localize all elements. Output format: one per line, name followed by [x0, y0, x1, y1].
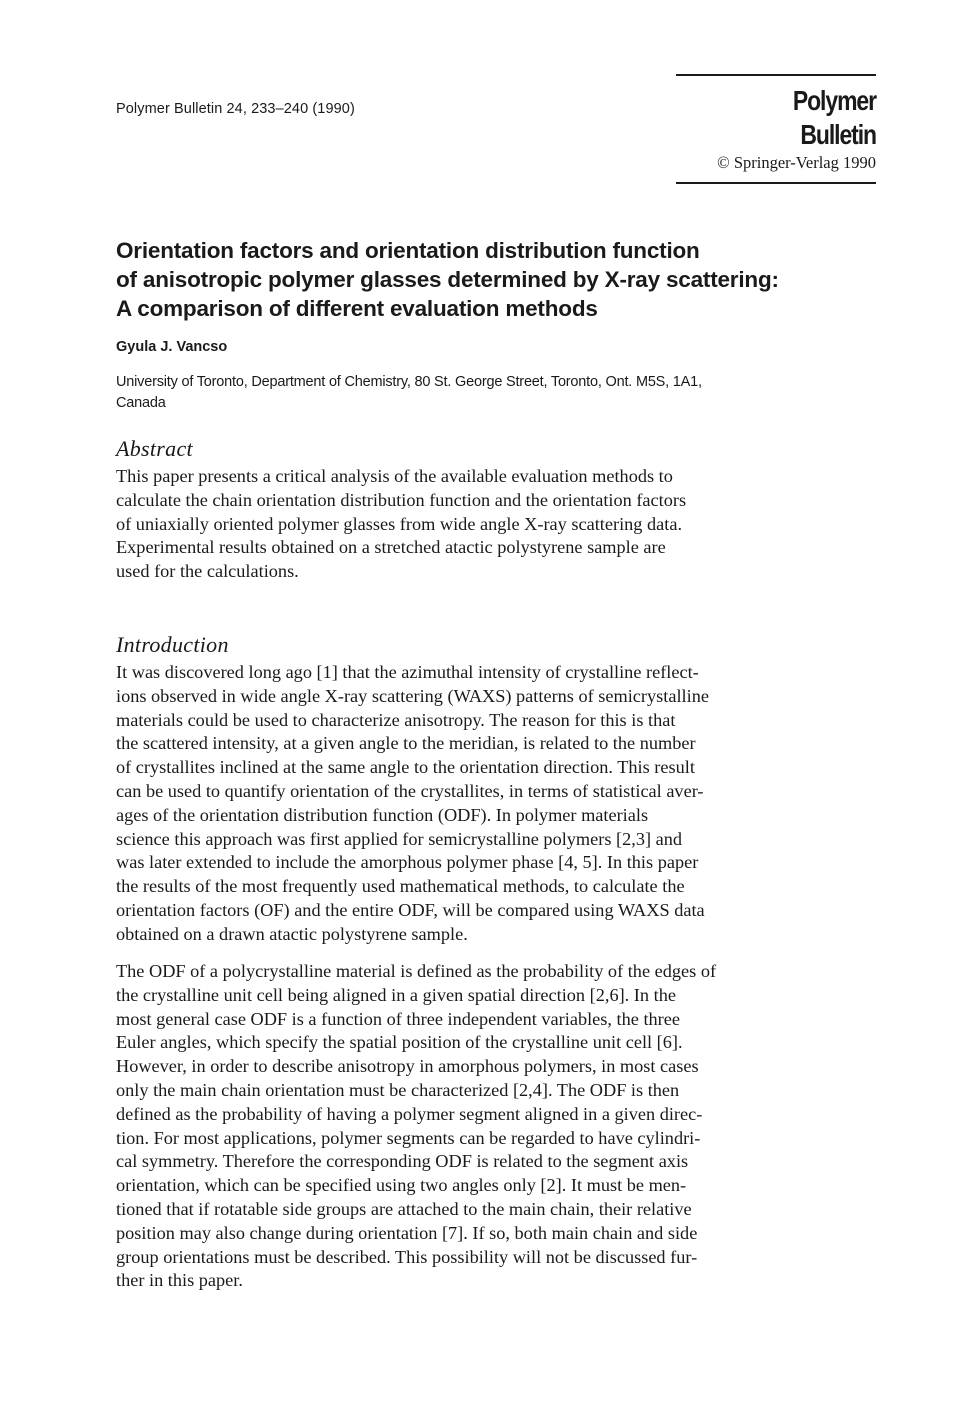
body-line: ages of the orientation distribution function (ODF). In polymer materials — [116, 804, 649, 825]
title-line: of anisotropic polymer glasses determined by X-ray scattering: — [116, 267, 779, 292]
body-line: obtained on a drawn atactic polystyrene sample. — [116, 923, 468, 944]
body-line: position may also change during orientation [7]. If so, both main chain and side — [116, 1222, 698, 1243]
body-line: only the main chain orientation must be characterized [2,4]. The ODF is then — [116, 1079, 680, 1100]
abstract-line: used for the calculations. — [116, 561, 299, 582]
body-line: orientation, which can be specified using two angles only [2]. It must be men- — [116, 1175, 687, 1196]
copyright-notice: © Springer-Verlag 1990 — [717, 153, 876, 172]
body-line: tion. For most applications, polymer segments can be regarded to have cylindri- — [116, 1127, 701, 1148]
title-line: Orientation factors and orientation distribution function — [116, 238, 700, 263]
body-line: cal symmetry. Therefore the corresponding ODF is related to the segment axis — [116, 1151, 689, 1172]
body-line: can be used to quantify orientation of the crystallites, in terms of statistical aver- — [116, 780, 704, 801]
body-line: the scattered intensity, at a given angle to the meridian, is related to the number — [116, 733, 696, 754]
body-line: ions observed in wide angle X-ray scattering (WAXS) patterns of semicrystalline — [116, 685, 709, 706]
body-line: was later extended to include the amorphous polymer phase [4, 5]. In this paper — [116, 852, 699, 873]
body-line: However, in order to describe anisotropy in amorphous polymers, in most cases — [116, 1056, 699, 1077]
journal-reference: Polymer Bulletin 24, 233–240 (1990) — [116, 101, 355, 117]
masthead-bottom-rule — [676, 182, 876, 184]
article-title — [116, 236, 896, 323]
body-line: Euler angles, which specify the spatial position of the crystalline unit cell [6]. — [116, 1032, 683, 1053]
abstract-line: Experimental results obtained on a stretched atactic polystyrene sample are — [116, 537, 666, 558]
body-line: The ODF of a polycrystalline material is defined as the probability of the edges of — [116, 961, 717, 981]
author-affiliation — [116, 372, 876, 414]
affiliation-line: Canada — [116, 395, 166, 411]
body-line: the crystalline unit cell being aligned in a given spatial direction [2,6]. In the — [116, 984, 676, 1005]
affiliation-line: University of Toronto, Department of Chemistry, 80 St. George Street, Toronto, Ont. M5S, 1A1, — [116, 374, 702, 390]
body-line: group orientations must be described. This possibility will not be discussed fur- — [116, 1246, 698, 1267]
body-line: orientation factors (OF) and the entire ODF, will be compared using WAXS data — [116, 899, 705, 920]
introduction-paragraph-2 — [116, 960, 886, 1293]
abstract-heading: Abstract — [116, 436, 193, 461]
introduction-heading: Introduction — [116, 632, 229, 657]
body-line: tioned that if rotatable side groups are attached to the main chain, their relative — [116, 1198, 692, 1219]
author-name: Gyula J. Vancso — [116, 339, 228, 355]
title-line: A comparison of different evaluation methods — [116, 296, 598, 321]
body-line: the results of the most frequently used mathematical methods, to calculate the — [116, 876, 685, 897]
abstract-line: calculate the chain orientation distribution function and the orientation factors — [116, 489, 687, 510]
journal-masthead — [676, 74, 876, 184]
abstract-paragraph — [116, 465, 886, 584]
masthead-top-rule — [676, 74, 876, 76]
body-line: materials could be used to characterize anisotropy. The reason for this is that — [116, 709, 676, 730]
introduction-paragraph-1 — [116, 661, 886, 947]
abstract-line: of uniaxially oriented polymer glasses from wide angle X-ray scattering data. — [116, 513, 683, 534]
journal-brand-logo: Polymer Bulletin — [792, 85, 876, 150]
abstract-line: This paper presents a critical analysis of the available evaluation methods to — [116, 466, 673, 486]
body-line: science this approach was first applied for semicrystalline polymers [2,3] and — [116, 828, 683, 849]
body-line: most general case ODF is a function of three independent variables, the three — [116, 1008, 680, 1029]
body-line: of crystallites inclined at the same angle to the orientation direction. This result — [116, 757, 695, 778]
body-line: defined as the probability of having a polymer segment aligned in a given direc- — [116, 1103, 703, 1124]
body-line: It was discovered long ago [1] that the azimuthal intensity of crystalline reflect- — [116, 662, 699, 682]
body-line: ther in this paper. — [116, 1270, 243, 1291]
